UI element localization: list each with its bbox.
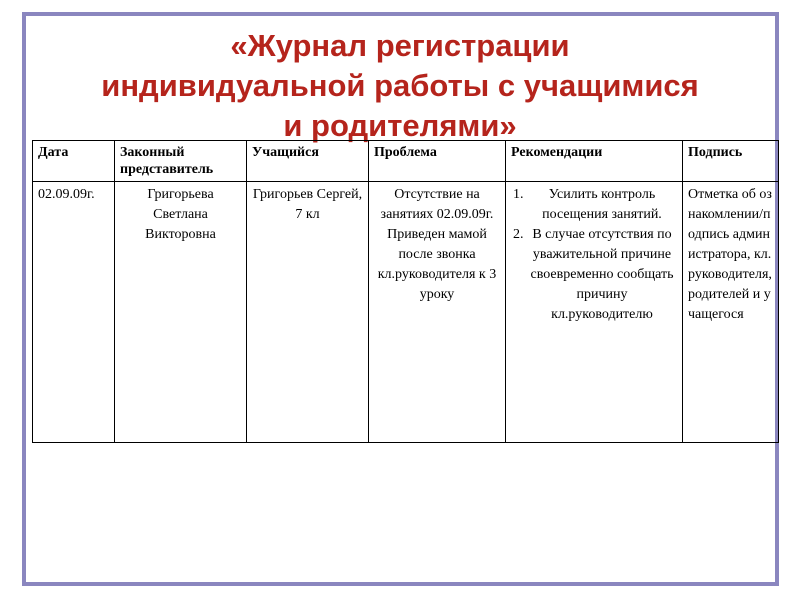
cell-student: Григорьев Сергей, 7 кл [247,182,369,443]
header-date: Дата [33,141,115,182]
table-row [33,182,779,443]
header-recommendations: Рекомендации [506,141,683,182]
page-title [30,26,770,146]
recommendation-item: 2. В случае отсутствия по уважительной причине своевременно сообщать причину кл.руководителю [527,225,677,325]
title-line-1: «Журнал регистрации [230,28,570,63]
cell-signature: Отметка об ознакомлении/подпись администратора, кл.руководителя, родителей и учащегося [683,182,779,443]
table-header-row [33,141,779,182]
cell-representative: Григорьева Светлана Викторовна [115,182,247,443]
cell-date: 02.09.09г. [33,182,115,443]
cell-recommendations [506,182,683,443]
cell-problem: Отсутствие на занятиях 02.09.09г. Приведен мамой после звонка кл.руководителя к 3 уроку [369,182,506,443]
header-student: Учащийся [247,141,369,182]
recommendation-item: 1. Усилить контроль посещения занятий. [527,185,677,225]
header-problem: Проблема [369,141,506,182]
header-signature: Подпись [683,141,779,182]
header-representative: Законный представитель [115,141,247,182]
title-line-3: и родителями» [283,108,517,143]
title-line-2: индивидуальной работы с учащимися [101,68,699,103]
journal-table [32,140,779,443]
